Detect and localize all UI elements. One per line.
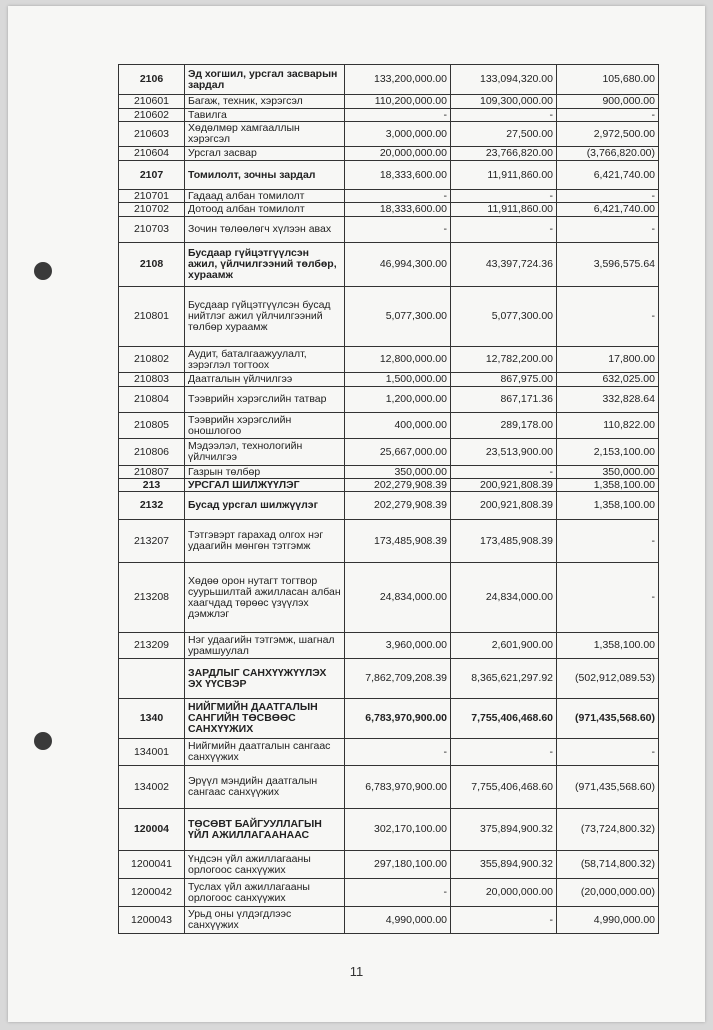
- row-difference: (58,714,800.32): [557, 851, 659, 879]
- row-code: 210807: [119, 466, 185, 479]
- table-row: [119, 413, 659, 439]
- table-row: [119, 439, 659, 466]
- row-approved-amount: 7,862,709,208.39: [345, 659, 451, 699]
- row-approved-amount: 18,333,600.00: [345, 161, 451, 190]
- row-approved-amount: -: [345, 217, 451, 243]
- row-actual-amount: 24,834,000.00: [451, 563, 557, 633]
- row-difference: 350,000.00: [557, 466, 659, 479]
- punch-hole: [34, 262, 52, 280]
- row-name: Гадаад албан томилолт: [185, 190, 345, 203]
- row-code: 210805: [119, 413, 185, 439]
- row-name: Аудит, баталгаажуулалт, зэрэглэл тогтоох: [185, 347, 345, 373]
- row-actual-amount: 11,911,860.00: [451, 203, 557, 217]
- row-difference: 1,358,100.00: [557, 633, 659, 659]
- row-actual-amount: 43,397,724.36: [451, 243, 557, 287]
- row-difference: (73,724,800.32): [557, 809, 659, 851]
- row-difference: -: [557, 287, 659, 347]
- row-name: Эд хогшил, урсгал засварын зардал: [185, 65, 345, 95]
- row-code: 2107: [119, 161, 185, 190]
- row-code: 210601: [119, 95, 185, 109]
- row-actual-amount: 27,500.00: [451, 122, 557, 147]
- row-approved-amount: -: [345, 879, 451, 907]
- row-code: 210603: [119, 122, 185, 147]
- row-actual-amount: -: [451, 466, 557, 479]
- row-code: 210604: [119, 147, 185, 161]
- row-code: 213207: [119, 520, 185, 563]
- row-actual-amount: 867,975.00: [451, 373, 557, 387]
- row-difference: -: [557, 520, 659, 563]
- row-difference: 17,800.00: [557, 347, 659, 373]
- row-difference: 1,358,100.00: [557, 492, 659, 520]
- row-actual-amount: 8,365,621,297.92: [451, 659, 557, 699]
- punch-hole: [34, 732, 52, 750]
- table-row: [119, 466, 659, 479]
- row-code: 210803: [119, 373, 185, 387]
- row-code: 1200043: [119, 907, 185, 934]
- row-actual-amount: 20,000,000.00: [451, 879, 557, 907]
- row-approved-amount: 24,834,000.00: [345, 563, 451, 633]
- row-approved-amount: 202,279,908.39: [345, 492, 451, 520]
- row-name: Тэтгэвэрт гарахад олгох нэг удаагийн мөнгөн тэтгэмж: [185, 520, 345, 563]
- row-name: Хөдөө орон нутагт тогтвор суурьшилтай ажилласан албан хаагчдад төрөөс үзүүлэх дэмжлэг: [185, 563, 345, 633]
- row-approved-amount: 12,800,000.00: [345, 347, 451, 373]
- row-difference: 110,822.00: [557, 413, 659, 439]
- row-difference: 632,025.00: [557, 373, 659, 387]
- row-difference: 2,972,500.00: [557, 122, 659, 147]
- row-actual-amount: 289,178.00: [451, 413, 557, 439]
- row-difference: -: [557, 739, 659, 766]
- row-difference: -: [557, 563, 659, 633]
- row-approved-amount: 350,000.00: [345, 466, 451, 479]
- row-difference: 105,680.00: [557, 65, 659, 95]
- row-code: 134002: [119, 766, 185, 809]
- row-code: 210701: [119, 190, 185, 203]
- row-name: Тээврийн хэрэгслийн татвар: [185, 387, 345, 413]
- row-code: 210703: [119, 217, 185, 243]
- row-approved-amount: 400,000.00: [345, 413, 451, 439]
- row-name: Нэг удаагийн тэтгэмж, шагнал урамшуулал: [185, 633, 345, 659]
- row-difference: 332,828.64: [557, 387, 659, 413]
- row-actual-amount: 23,766,820.00: [451, 147, 557, 161]
- row-difference: 1,358,100.00: [557, 479, 659, 492]
- row-name: Багаж, техник, хэрэгсэл: [185, 95, 345, 109]
- row-difference: -: [557, 190, 659, 203]
- budget-table-body: [119, 65, 659, 934]
- row-approved-amount: 3,000,000.00: [345, 122, 451, 147]
- table-row: [119, 766, 659, 809]
- table-row: [119, 563, 659, 633]
- row-code: 2108: [119, 243, 185, 287]
- row-approved-amount: 20,000,000.00: [345, 147, 451, 161]
- row-name: ЗАРДЛЫГ САНХҮҮЖҮҮЛЭХ ЭХ ҮҮСВЭР: [185, 659, 345, 699]
- row-approved-amount: 3,960,000.00: [345, 633, 451, 659]
- table-row: [119, 373, 659, 387]
- budget-table: [118, 64, 659, 934]
- row-approved-amount: 25,667,000.00: [345, 439, 451, 466]
- row-code: 210802: [119, 347, 185, 373]
- table-row: [119, 161, 659, 190]
- row-name: Урсгал засвар: [185, 147, 345, 161]
- row-name: Томилолт, зочны зардал: [185, 161, 345, 190]
- table-row: [119, 907, 659, 934]
- row-code: 1340: [119, 699, 185, 739]
- row-code: 2132: [119, 492, 185, 520]
- row-approved-amount: -: [345, 190, 451, 203]
- row-name: Тавилга: [185, 109, 345, 122]
- row-difference: -: [557, 109, 659, 122]
- table-row: [119, 659, 659, 699]
- row-actual-amount: 12,782,200.00: [451, 347, 557, 373]
- row-name: Нийгмийн даатгалын сангаас санхүүжих: [185, 739, 345, 766]
- table-row: [119, 95, 659, 109]
- table-row: [119, 479, 659, 492]
- row-actual-amount: 375,894,900.32: [451, 809, 557, 851]
- row-difference: 900,000.00: [557, 95, 659, 109]
- row-code: 2106: [119, 65, 185, 95]
- row-difference: 6,421,740.00: [557, 203, 659, 217]
- page-number: 11: [349, 964, 364, 979]
- row-actual-amount: 7,755,406,468.60: [451, 699, 557, 739]
- row-actual-amount: -: [451, 907, 557, 934]
- row-approved-amount: 6,783,970,900.00: [345, 699, 451, 739]
- table-row: [119, 851, 659, 879]
- row-approved-amount: 1,200,000.00: [345, 387, 451, 413]
- table-row: [119, 387, 659, 413]
- row-difference: (3,766,820.00): [557, 147, 659, 161]
- row-approved-amount: 6,783,970,900.00: [345, 766, 451, 809]
- table-row: [119, 287, 659, 347]
- row-name: Тээврийн хэрэгслийн оношлогоо: [185, 413, 345, 439]
- row-difference: (971,435,568.60): [557, 699, 659, 739]
- row-code: 1200041: [119, 851, 185, 879]
- row-approved-amount: 1,500,000.00: [345, 373, 451, 387]
- row-approved-amount: 4,990,000.00: [345, 907, 451, 934]
- row-name: Туслах үйл ажиллагааны орлогоос санхүүжих: [185, 879, 345, 907]
- row-actual-amount: 7,755,406,468.60: [451, 766, 557, 809]
- row-approved-amount: -: [345, 109, 451, 122]
- table-row: [119, 347, 659, 373]
- row-difference: (502,912,089.53): [557, 659, 659, 699]
- row-code: 213209: [119, 633, 185, 659]
- row-actual-amount: 200,921,808.39: [451, 479, 557, 492]
- row-code: 210602: [119, 109, 185, 122]
- row-actual-amount: 200,921,808.39: [451, 492, 557, 520]
- row-name: Газрын төлбөр: [185, 466, 345, 479]
- row-name: Дотоод албан томилолт: [185, 203, 345, 217]
- table-row: [119, 633, 659, 659]
- row-name: Мэдээлэл, технологийн үйлчилгээ: [185, 439, 345, 466]
- table-row: [119, 492, 659, 520]
- row-difference: 4,990,000.00: [557, 907, 659, 934]
- row-approved-amount: -: [345, 739, 451, 766]
- row-code: 1200042: [119, 879, 185, 907]
- row-name: Урьд оны үлдэгдлээс санхүүжих: [185, 907, 345, 934]
- row-actual-amount: 355,894,900.32: [451, 851, 557, 879]
- row-actual-amount: 109,300,000.00: [451, 95, 557, 109]
- row-code: 120004: [119, 809, 185, 851]
- row-name: УРСГАЛ ШИЛЖҮҮЛЭГ: [185, 479, 345, 492]
- row-difference: -: [557, 217, 659, 243]
- table-row: [119, 699, 659, 739]
- row-code: 210804: [119, 387, 185, 413]
- row-code: 213208: [119, 563, 185, 633]
- document-page: [8, 6, 705, 1022]
- row-code: 210806: [119, 439, 185, 466]
- table-row: [119, 109, 659, 122]
- table-row: [119, 739, 659, 766]
- table-row: [119, 203, 659, 217]
- row-name: Бусдаар гүйцэтгүүлсэн ажил, үйлчилгээний төлбөр, хураамж: [185, 243, 345, 287]
- table-row: [119, 879, 659, 907]
- table-row: [119, 190, 659, 203]
- row-approved-amount: 110,200,000.00: [345, 95, 451, 109]
- row-difference: (20,000,000.00): [557, 879, 659, 907]
- row-actual-amount: -: [451, 190, 557, 203]
- row-actual-amount: 11,911,860.00: [451, 161, 557, 190]
- row-name: Бусад урсгал шилжүүлэг: [185, 492, 345, 520]
- row-code: [119, 659, 185, 699]
- row-name: Үндсэн үйл ажиллагааны орлогоос санхүүжих: [185, 851, 345, 879]
- row-approved-amount: 202,279,908.39: [345, 479, 451, 492]
- table-row: [119, 122, 659, 147]
- row-name: Эрүүл мэндийн даатгалын сангаас санхүүжих: [185, 766, 345, 809]
- row-name: Зочин төлөөлөгч хүлээн авах: [185, 217, 345, 243]
- table-row: [119, 65, 659, 95]
- table-row: [119, 243, 659, 287]
- row-approved-amount: 173,485,908.39: [345, 520, 451, 563]
- row-name: ТӨСӨВТ БАЙГУУЛЛАГЫН ҮЙЛ АЖИЛЛАГААНААС: [185, 809, 345, 851]
- row-approved-amount: 302,170,100.00: [345, 809, 451, 851]
- row-code: 210801: [119, 287, 185, 347]
- row-difference: 2,153,100.00: [557, 439, 659, 466]
- table-row: [119, 147, 659, 161]
- row-actual-amount: 5,077,300.00: [451, 287, 557, 347]
- row-code: 210702: [119, 203, 185, 217]
- row-actual-amount: -: [451, 109, 557, 122]
- row-name: Даатгалын үйлчилгээ: [185, 373, 345, 387]
- row-actual-amount: 173,485,908.39: [451, 520, 557, 563]
- row-approved-amount: 46,994,300.00: [345, 243, 451, 287]
- row-approved-amount: 5,077,300.00: [345, 287, 451, 347]
- row-difference: (971,435,568.60): [557, 766, 659, 809]
- row-approved-amount: 297,180,100.00: [345, 851, 451, 879]
- row-actual-amount: 23,513,900.00: [451, 439, 557, 466]
- row-name: Бусдаар гүйцэтгүүлсэн бусад нийтлэг ажил үйлчилгээний төлбөр хураамж: [185, 287, 345, 347]
- row-code: 134001: [119, 739, 185, 766]
- row-difference: 3,596,575.64: [557, 243, 659, 287]
- row-name: НИЙГМИЙН ДААТГАЛЫН САНГИЙН ТӨСВӨӨС САНХҮҮЖИХ: [185, 699, 345, 739]
- table-row: [119, 809, 659, 851]
- row-actual-amount: -: [451, 217, 557, 243]
- row-actual-amount: -: [451, 739, 557, 766]
- table-row: [119, 217, 659, 243]
- row-code: 213: [119, 479, 185, 492]
- row-actual-amount: 133,094,320.00: [451, 65, 557, 95]
- row-actual-amount: 2,601,900.00: [451, 633, 557, 659]
- row-actual-amount: 867,171.36: [451, 387, 557, 413]
- row-approved-amount: 133,200,000.00: [345, 65, 451, 95]
- row-name: Хөдөлмөр хамгааллын хэрэгсэл: [185, 122, 345, 147]
- row-difference: 6,421,740.00: [557, 161, 659, 190]
- table-row: [119, 520, 659, 563]
- row-approved-amount: 18,333,600.00: [345, 203, 451, 217]
